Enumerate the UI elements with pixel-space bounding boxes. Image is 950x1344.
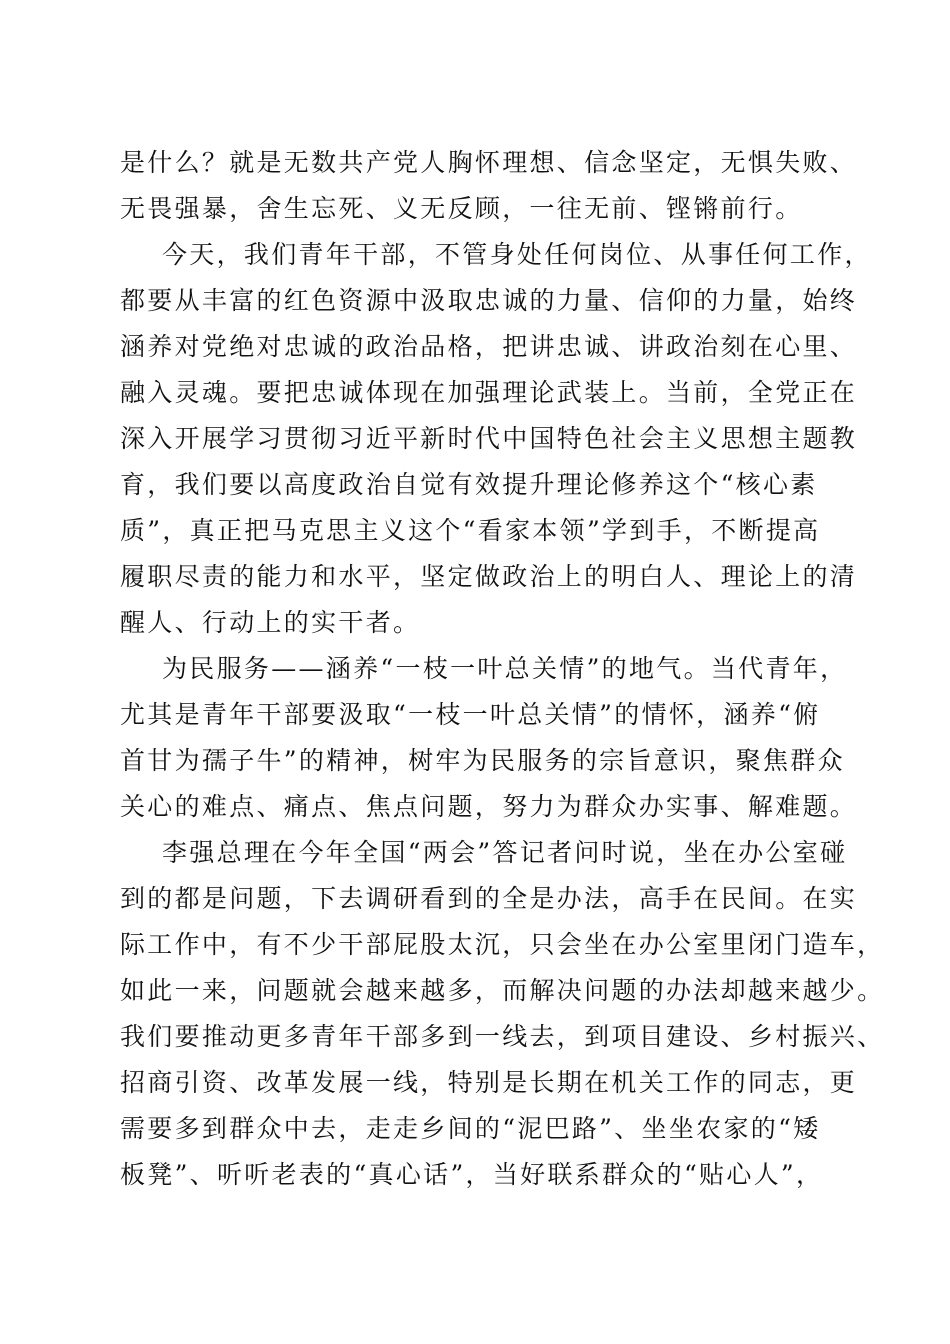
text-line: 履职尽责的能力和水平，坚定做政治上的明白人、理论上的清 [120,562,858,591]
text-line: 是什么？就是无数共产党人胸怀理想、信念坚定，无惧失败、 [120,148,858,177]
text-line: 都要从丰富的红色资源中汲取忠诚的力量、信仰的力量，始终 [120,286,858,315]
text-line: 如此一来，问题就会越来越多，而解决问题的办法却越来越少。 [120,976,885,1005]
text-line: 需要多到群众中去，走走乡间的“泥巴路”、坐坐农家的“矮 [120,1114,821,1143]
text-line: 板凳”、听听老表的“真心话”，当好联系群众的“贴心人”， [120,1160,824,1189]
text-line: 质”，真正把马克思主义这个“看家本领”学到手，不断提高 [120,516,821,545]
text-line: 首甘为孺子牛”的精神，树牢为民服务的宗旨意识，聚焦群众 [120,746,845,775]
paragraph-start-line: 今天，我们青年干部，不管身处任何岗位、从事任何工作， [162,240,872,269]
paragraph-start-line: 李强总理在今年全国“两会”答记者问时说，坐在办公室碰 [162,838,848,867]
text-line: 际工作中，有不少干部屁股太沉，只会坐在办公室里闭门造车， [120,930,885,959]
text-line: 无畏强暴，舍生忘死、义无反顾，一往无前、铿锵前行。 [120,194,803,223]
paragraph-start-line: 为民服务——涵养“一枝一叶总关情”的地气。当代青年， [162,654,848,683]
text-line: 关心的难点、痛点、焦点问题，努力为群众办实事、解难题。 [120,792,858,821]
text-line: 涵养对党绝对忠诚的政治品格，把讲忠诚、讲政治刻在心里、 [120,332,858,361]
text-line: 招商引资、改革发展一线，特别是长期在机关工作的同志，更 [120,1068,858,1097]
text-line: 深入开展学习贯彻习近平新时代中国特色社会主义思想主题教 [120,424,858,453]
text-line: 融入灵魂。要把忠诚体现在加强理论武装上。当前，全党正在 [120,378,858,407]
text-line: 尤其是青年干部要汲取“一枝一叶总关情”的情怀，涵养“俯 [120,700,821,729]
text-line: 育，我们要以高度政治自觉有效提升理论修养这个“核心素 [120,470,818,499]
text-line: 我们要推动更多青年干部多到一线去，到项目建设、乡村振兴、 [120,1022,885,1051]
text-line: 到的都是问题，下去调研看到的全是办法，高手在民间。在实 [120,884,858,913]
document-body [120,140,885,1198]
text-line: 醒人、行动上的实干者。 [120,608,421,637]
